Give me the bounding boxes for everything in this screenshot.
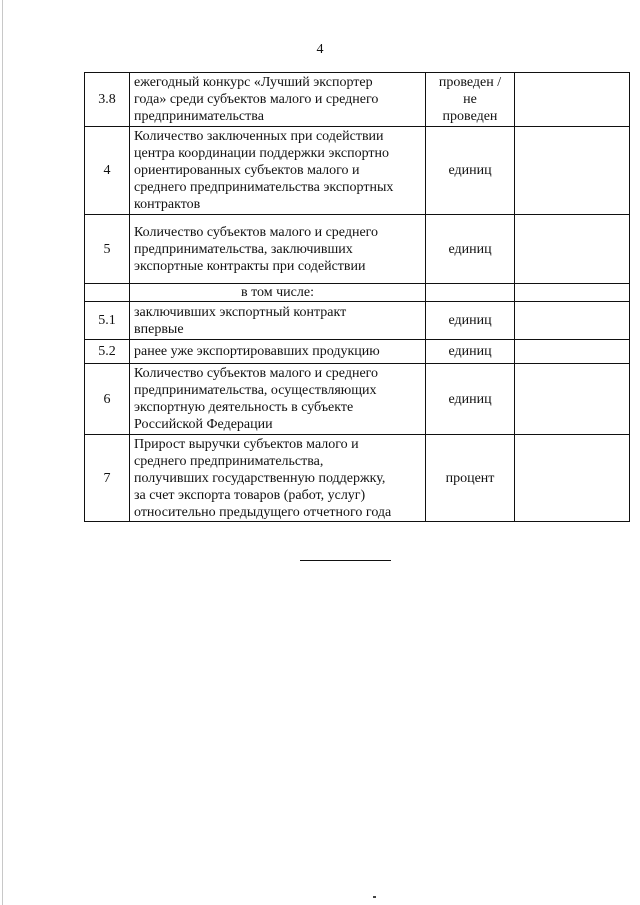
row-description bbox=[130, 215, 426, 284]
unit-line: единиц bbox=[448, 313, 492, 328]
table-row bbox=[85, 215, 630, 284]
text-line: года» среди субъектов малого и среднего bbox=[134, 92, 379, 107]
row-number: 4 bbox=[85, 127, 130, 215]
row-description bbox=[130, 340, 426, 364]
table-row-heading bbox=[85, 284, 630, 302]
heading-text: в том числе: bbox=[241, 285, 314, 300]
unit-line: единиц bbox=[448, 344, 492, 359]
heading-text-cell bbox=[130, 284, 426, 302]
row-description bbox=[130, 364, 426, 435]
unit-line: единиц bbox=[448, 391, 492, 407]
row-number: 3.8 bbox=[85, 73, 130, 127]
row-description bbox=[130, 127, 426, 215]
text-line: Прирост выручки субъектов малого и bbox=[134, 436, 359, 452]
text-line: предпринимательства, заключивших bbox=[134, 241, 353, 257]
unit-line: проведен bbox=[442, 109, 498, 124]
text-line: среднего предпринимательства, bbox=[134, 453, 324, 469]
text-line: экспортные контракты при содействии bbox=[134, 258, 366, 274]
page-number: 4 bbox=[316, 42, 324, 57]
row-value bbox=[515, 340, 630, 364]
row-number: 5.1 bbox=[85, 302, 130, 340]
table-row bbox=[85, 302, 630, 340]
row-unit bbox=[426, 215, 515, 284]
row-description bbox=[130, 73, 426, 127]
text-line: предпринимательства, осуществляющих bbox=[134, 383, 377, 398]
row-number: 5.2 bbox=[85, 340, 130, 364]
row-value bbox=[515, 215, 630, 284]
row-unit bbox=[426, 340, 515, 364]
row-unit bbox=[426, 127, 515, 215]
row-description bbox=[130, 435, 426, 522]
text-line: центра координации поддержки экспортно bbox=[134, 146, 390, 161]
indicators-table bbox=[84, 72, 630, 522]
text-line: ежегодный конкурс «Лучший экспортер bbox=[134, 75, 373, 90]
text-line: ориентированных субъектов малого и bbox=[134, 163, 360, 178]
row-value bbox=[515, 364, 630, 435]
row-value bbox=[515, 73, 630, 127]
text-line: Количество субъектов малого и среднего bbox=[134, 224, 379, 240]
unit-line: не bbox=[463, 92, 477, 107]
text-line: заключивших экспортный контракт bbox=[134, 304, 347, 320]
unit-line: единиц bbox=[448, 163, 492, 178]
heading-cell bbox=[426, 284, 515, 302]
text-line: ранее уже экспортировавших продукцию bbox=[134, 344, 380, 359]
table-row bbox=[85, 73, 630, 127]
table-row bbox=[85, 127, 630, 215]
text-line: среднего предпринимательства экспортных bbox=[134, 180, 394, 195]
row-value bbox=[515, 127, 630, 215]
text-line: предпринимательства bbox=[134, 109, 264, 124]
heading-cell bbox=[515, 284, 630, 302]
unit-line: процент bbox=[445, 470, 495, 486]
row-unit bbox=[426, 435, 515, 522]
heading-cell bbox=[85, 284, 130, 302]
page-edge bbox=[2, 0, 3, 905]
row-description bbox=[130, 302, 426, 340]
table-row bbox=[85, 364, 630, 435]
row-unit bbox=[426, 302, 515, 340]
text-line: Российской Федерации bbox=[134, 417, 273, 432]
row-number: 5 bbox=[85, 215, 130, 284]
unit-line: единиц bbox=[448, 241, 492, 257]
row-unit bbox=[426, 73, 515, 127]
text-line: относительно предыдущего отчетного года bbox=[134, 504, 392, 520]
row-number: 6 bbox=[85, 364, 130, 435]
unit-line: проведен / bbox=[438, 75, 502, 90]
row-unit bbox=[426, 364, 515, 435]
row-value bbox=[515, 435, 630, 522]
end-separator-line bbox=[300, 560, 391, 561]
text-line: экспортную деятельность в субъекте bbox=[134, 400, 354, 415]
text-line: за счет экспорта товаров (работ, услуг) bbox=[134, 487, 366, 503]
scan-mark bbox=[373, 896, 376, 898]
table-row bbox=[85, 340, 630, 364]
text-line: получивших государственную поддержку, bbox=[134, 470, 386, 486]
row-number: 7 bbox=[85, 435, 130, 522]
row-value bbox=[515, 302, 630, 340]
text-line: контрактов bbox=[134, 197, 201, 212]
table-row bbox=[85, 435, 630, 522]
text-line: Количество заключенных при содействии bbox=[134, 129, 384, 144]
text-line: Количество субъектов малого и среднего bbox=[134, 366, 379, 381]
text-line: впервые bbox=[134, 321, 184, 337]
